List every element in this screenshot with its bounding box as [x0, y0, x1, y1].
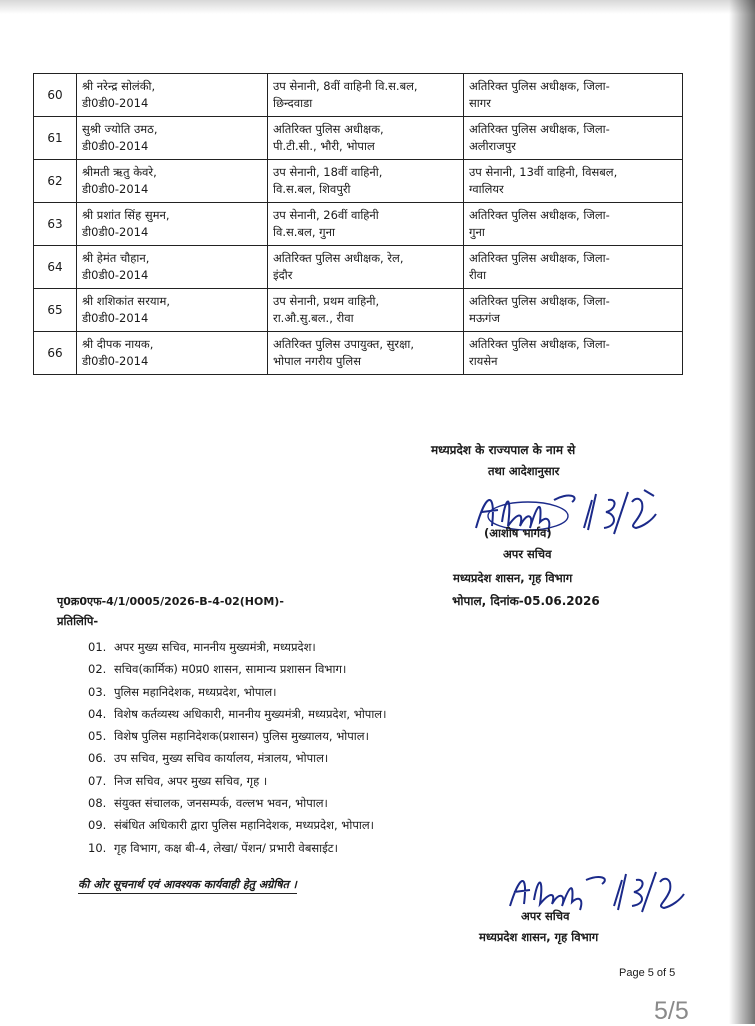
forwarding-note: की ओर सूचनार्थ एवं आवश्यक कार्यवाही हेतु अग्रेषित । [78, 877, 297, 894]
new-posting-line: गुना [469, 225, 485, 239]
serial-number: 64 [34, 246, 77, 289]
new-posting-line: अतिरिक्त पुलिस अधीक्षक, जिला- [469, 251, 610, 265]
officer-name [77, 332, 268, 375]
current-posting-line: पी.टी.सी., भौरी, भोपाल [273, 139, 375, 153]
copy-list-item [88, 770, 386, 792]
new-posting-line: रायसेन [469, 354, 498, 368]
new-posting-line: उप सेनानी, 13वीं वाहिनी, विसबल, [469, 165, 618, 179]
copy-item-number: 08. [88, 796, 107, 811]
copy-item-number: 05. [88, 729, 107, 744]
new-posting-line: अलीराजपुर [469, 139, 517, 153]
officer-name [77, 203, 268, 246]
copy-item-text: अपर मुख्य सचिव, माननीय मुख्यमंत्री, मध्यप्रदेश। [114, 640, 316, 654]
serial-number: 61 [34, 117, 77, 160]
footer-designation: अपर सचिव [521, 909, 570, 923]
new-posting [464, 203, 683, 246]
copy-item-text: संबंधित अधिकारी द्वारा पुलिस महानिदेशक, मध्यप्रदेश, भोपाल। [114, 818, 375, 833]
current-posting-line: इंदौर [273, 268, 293, 282]
signer-designation: अपर सचिव [503, 547, 552, 561]
copy-item-text: विशेष पुलिस महानिदेशक(प्रशासन) पुलिस मुख्यालय, भोपाल। [114, 729, 369, 744]
transfer-table [33, 73, 683, 375]
current-posting-line: उप सेनानी, 26वीं वाहिनी [273, 208, 379, 222]
current-posting-line: अतिरिक्त पुलिस उपायुक्त, सुरक्षा, [273, 337, 414, 351]
copy-item-number: 03. [88, 684, 107, 699]
order-line-2: तथा आदेशानुसार [488, 464, 560, 478]
new-posting-line: अतिरिक्त पुलिस अधीक्षक, जिला- [469, 122, 610, 136]
officer-name-line: श्री शशिकांत सरयाम, [82, 294, 171, 308]
current-posting-line: उप सेनानी, 8वीं वाहिनी वि.स.बल, [273, 79, 418, 93]
copy-item-text: निज सचिव, अपर मुख्य सचिव, गृह । [114, 773, 268, 788]
new-posting [464, 332, 683, 375]
table-row [34, 74, 683, 117]
copy-list-item [88, 703, 386, 725]
officer-name [77, 160, 268, 203]
new-posting [464, 117, 683, 160]
officer-name [77, 117, 268, 160]
current-posting-line: वि.स.बल, शिवपुरी [273, 182, 351, 196]
table-row [34, 246, 683, 289]
new-posting [464, 289, 683, 332]
serial-number: 63 [34, 203, 77, 246]
page-number: Page 5 of 5 [619, 967, 676, 979]
new-posting [464, 74, 683, 117]
officer-name-line: श्री प्रशांत सिंह सुमन, [82, 208, 170, 222]
copy-item-number: 07. [88, 773, 107, 788]
copy-item-number: 10. [88, 840, 107, 855]
current-posting-line: छिन्दवाडा [273, 96, 313, 110]
current-posting-line: उप सेनानी, प्रथम वाहिनी, [273, 294, 380, 308]
copy-item-text: पुलिस महानिदेशक, मध्यप्रदेश, भोपाल। [114, 684, 277, 699]
table-row [34, 332, 683, 375]
officer-name-line: डी0डी0-2014 [82, 225, 149, 239]
current-posting-line: उप सेनानी, 18वीं वाहिनी, [273, 165, 383, 179]
officer-name [77, 74, 268, 117]
copy-heading: प्रतिलिपि- [57, 614, 99, 628]
officer-name [77, 246, 268, 289]
serial-number: 60 [34, 74, 77, 117]
officer-name-line: डी0डी0-2014 [82, 354, 149, 368]
copy-list-item [88, 747, 386, 769]
reference-number: पृ0क्र0एफ-4/1/0005/2026-B-4-02(HOM)- [57, 595, 284, 608]
copy-list-item [88, 814, 386, 836]
table-row [34, 117, 683, 160]
copy-item-number: 09. [88, 818, 107, 833]
table-row [34, 289, 683, 332]
serial-number: 65 [34, 289, 77, 332]
copy-item-text: विशेष कर्तव्यस्थ अधिकारी, माननीय मुख्यमंत्री, मध्यप्रदेश, भोपाल। [114, 706, 387, 721]
officer-name [77, 289, 268, 332]
current-posting [268, 117, 464, 160]
current-posting [268, 203, 464, 246]
new-posting-line: अतिरिक्त पुलिस अधीक्षक, जिला- [469, 294, 610, 308]
viewer-page-indicator: 5/5 [654, 997, 689, 1025]
signer-name: (आशीष भार्गव) [484, 526, 552, 540]
copy-item-number: 04. [88, 706, 107, 721]
copy-list-item [88, 636, 386, 658]
current-posting [268, 160, 464, 203]
copy-list [88, 636, 386, 859]
table-row [34, 160, 683, 203]
current-posting-line: अतिरिक्त पुलिस अधीक्षक, रेल, [273, 251, 404, 265]
copy-item-text: गृह विभाग, कक्ष बी-4, लेखा/ पेंशन/ प्रभारी वेबसाईट। [114, 840, 338, 855]
current-posting-line: अतिरिक्त पुलिस अधीक्षक, [273, 122, 384, 136]
current-posting-line: भोपाल नगरीय पुलिस [273, 354, 361, 368]
new-posting-line: रीवा [469, 268, 487, 282]
new-posting-line: मऊगंज [469, 311, 500, 325]
current-posting [268, 246, 464, 289]
table-row [34, 203, 683, 246]
new-posting [464, 246, 683, 289]
copy-item-text: संयुक्त संचालक, जनसम्पर्क, वल्लभ भवन, भोपाल। [114, 796, 328, 811]
current-posting [268, 289, 464, 332]
officer-name-line: डी0डी0-2014 [82, 96, 149, 110]
copy-item-text: उप सचिव, मुख्य सचिव कार्यालय, मंत्रालय, भोपाल। [114, 751, 329, 766]
new-posting-line: अतिरिक्त पुलिस अधीक्षक, जिला- [469, 337, 610, 351]
current-posting-line: वि.स.बल, गुना [273, 225, 335, 239]
new-posting-line: अतिरिक्त पुलिस अधीक्षक, जिला- [469, 208, 610, 222]
right-edge-shadow [729, 0, 755, 1024]
new-posting [464, 160, 683, 203]
new-posting-line: अतिरिक्त पुलिस अधीक्षक, जिला- [469, 79, 610, 93]
copy-item-number: 01. [88, 640, 107, 654]
place-date: भोपाल, दिनांक-05.06.2026 [452, 594, 600, 608]
serial-number: 62 [34, 160, 77, 203]
serial-number: 66 [34, 332, 77, 375]
officer-name-line: श्री नरेन्द्र सोलंकी, [82, 79, 156, 93]
current-posting-line: रा.औ.सु.बल., रीवा [273, 311, 354, 325]
officer-name-line: डी0डी0-2014 [82, 311, 149, 325]
signer-department: मध्यप्रदेश शासन, गृह विभाग [453, 571, 573, 585]
copy-item-number: 02. [88, 662, 107, 677]
officer-name-line: डी0डी0-2014 [82, 268, 149, 282]
copy-list-item [88, 658, 386, 680]
copy-list-item [88, 681, 386, 703]
copy-item-text: सचिव(कार्मिक) म0प्र0 शासन, सामान्य प्रशासन विभाग। [114, 662, 347, 677]
current-posting [268, 74, 464, 117]
copy-list-item [88, 792, 386, 814]
order-line-1: मध्यप्रदेश के राज्यपाल के नाम से [431, 443, 576, 457]
officer-name-line: श्री हेमंत चौहान, [82, 251, 150, 265]
officer-name-line: सुश्री ज्योति उमठ, [82, 122, 158, 136]
new-posting-line: सागर [469, 96, 491, 110]
new-posting-line: ग्वालियर [469, 182, 504, 196]
copy-list-item [88, 725, 386, 747]
footer-department: मध्यप्रदेश शासन, गृह विभाग [479, 930, 599, 944]
officer-name-line: डी0डी0-2014 [82, 182, 149, 196]
current-posting [268, 332, 464, 375]
copy-item-number: 06. [88, 751, 107, 766]
top-shadow-band [0, 0, 755, 14]
officer-name-line: श्रीमती ऋतु केवरे, [82, 165, 157, 179]
officer-name-line: डी0डी0-2014 [82, 139, 149, 153]
officer-name-line: श्री दीपक नायक, [82, 337, 154, 351]
copy-list-item [88, 837, 386, 859]
